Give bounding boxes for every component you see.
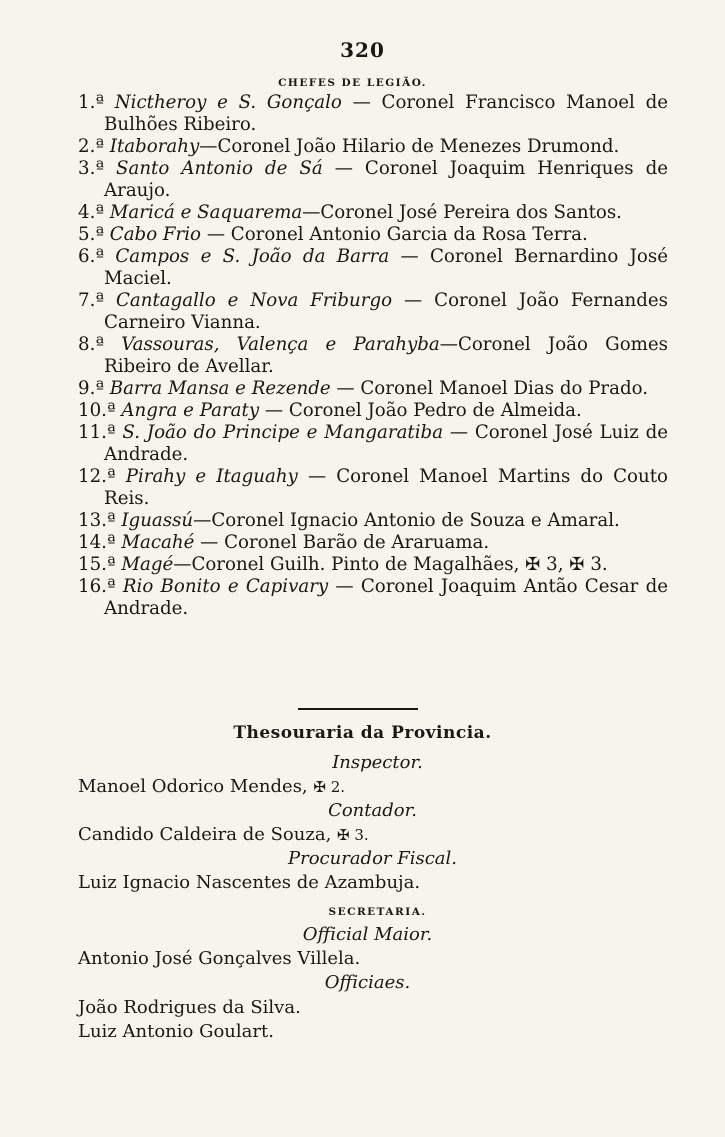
legion-commander: — Coronel Bernardino José Maciel. — [104, 246, 668, 289]
legion-commander: —Coronel José Pereira dos Santos. — [302, 202, 622, 223]
legion-number: 9.ª — [78, 378, 104, 399]
legion-place: Cabo Frio — [109, 224, 202, 245]
page-number: 320 — [340, 38, 385, 62]
legion-commander: — Coronel Joaquim Antão Cesar de Andrade. — [104, 576, 668, 619]
order-cross-icon: ✠ 3. — [337, 826, 369, 844]
legion-commander: — Coronel José Luiz de Andrade. — [104, 422, 668, 465]
legion-entry — [78, 246, 668, 290]
legion-entry — [78, 400, 668, 422]
legion-commander: —Coronel Guilh. Pinto de Magalhães, ✠ 3, ✠ 3. — [173, 554, 608, 575]
legion-place: Pirahy e Itaguahy — [125, 466, 298, 487]
legion-number: 4.ª — [78, 202, 104, 223]
legion-entry — [78, 532, 668, 554]
legion-commander: — Coronel Francisco Manoel de Bulhões Ribeiro. — [104, 92, 668, 135]
legion-place: Barra Mansa e Rezende — [109, 378, 331, 399]
contador-person — [78, 824, 369, 845]
legion-place: S. João do Principe e Mangaratiba — [122, 422, 444, 443]
legion-commander: —Coronel João Hilario de Menezes Drumond. — [199, 136, 620, 157]
legion-place: Itaborahy — [109, 136, 200, 157]
secretaria-heading: SECRETARIA. — [328, 906, 427, 918]
legion-entry — [78, 378, 668, 400]
officiaes-name: João Rodrigues da Silva. — [78, 997, 301, 1018]
legion-list — [78, 92, 668, 620]
legion-place: Santo Antonio de Sá — [116, 158, 323, 179]
inspector-person — [78, 776, 345, 797]
inspector-role: Inspector. — [332, 752, 423, 773]
legion-place: Iguassú — [121, 510, 194, 531]
legion-place: Vassouras, Valença e Parahyba — [121, 334, 440, 355]
legion-entry — [78, 290, 668, 334]
contador-role: Contador. — [328, 800, 417, 821]
legion-entry — [78, 466, 668, 510]
inspector-name: Manoel Odorico Mendes, — [78, 776, 308, 797]
legion-place: Maricá e Saquarema — [109, 202, 303, 223]
legion-number: 8.ª — [78, 334, 104, 355]
procurador-role: Procurador Fiscal. — [287, 848, 458, 869]
legion-commander: — Coronel João Pedro de Almeida. — [264, 400, 582, 421]
legion-commander: — Coronel Joaquim Henriques de Araujo. — [104, 158, 668, 201]
legion-entry — [78, 510, 668, 532]
legion-place: Rio Bonito e Capivary — [122, 576, 329, 597]
legion-number: 14.ª — [78, 532, 116, 553]
legion-commander: —Coronel Ignacio Antonio de Souza e Amaral. — [193, 510, 620, 531]
legion-number: 7.ª — [78, 290, 104, 311]
legion-place: Magé — [121, 554, 174, 575]
legion-entry — [78, 422, 668, 466]
treasury-title: Thesouraria da Provincia. — [233, 723, 492, 743]
legion-place: Angra e Paraty — [121, 400, 260, 421]
legion-number: 10.ª — [78, 400, 116, 421]
legion-number: 6.ª — [78, 246, 104, 267]
legion-commander: — Coronel Barão de Araruama. — [200, 532, 490, 553]
legion-number: 11.ª — [78, 422, 116, 443]
legion-number: 5.ª — [78, 224, 104, 245]
contador-name: Candido Caldeira de Souza, — [78, 824, 332, 845]
legion-commander: — Coronel Manoel Dias do Prado. — [336, 378, 649, 399]
legion-entry — [78, 136, 668, 158]
legion-place: Macahé — [121, 532, 195, 553]
section-divider — [298, 708, 418, 710]
legion-place: Nictheroy e S. Gonçalo — [114, 92, 342, 113]
legion-entry — [78, 92, 668, 136]
officiaes-name: Luiz Antonio Goulart. — [78, 1021, 274, 1042]
legion-commander: —Coronel João Gomes Ribeiro de Avellar. — [104, 334, 668, 377]
legion-place: Cantagallo e Nova Friburgo — [115, 290, 393, 311]
legion-entry — [78, 224, 668, 246]
legion-number: 16.ª — [78, 576, 116, 597]
order-cross-icon: ✠ 2. — [313, 778, 346, 796]
legion-commander: — Coronel Antonio Garcia da Rosa Terra. — [206, 224, 588, 245]
legion-chiefs-heading: CHEFES DE LEGIÃO. — [278, 77, 427, 89]
legion-number: 1.ª — [78, 92, 104, 113]
legion-entry — [78, 158, 668, 202]
legion-entry — [78, 576, 668, 620]
legion-entry — [78, 554, 668, 576]
legion-commander: — Coronel João Fernandes Carneiro Vianna. — [104, 290, 668, 333]
legion-commander: — Coronel Manoel Martins do Couto Reis. — [104, 466, 668, 509]
procurador-name: Luiz Ignacio Nascentes de Azambuja. — [78, 872, 421, 893]
legion-number: 12.ª — [78, 466, 116, 487]
legion-entry — [78, 334, 668, 378]
official-maior-role: Official Maior. — [302, 924, 433, 945]
official-maior-name: Antonio José Gonçalves Villela. — [78, 948, 361, 969]
legion-number: 3.ª — [78, 158, 104, 179]
legion-number: 15.ª — [78, 554, 116, 575]
legion-number: 2.ª — [78, 136, 104, 157]
officiaes-role: Officiaes. — [324, 972, 411, 993]
legion-number: 13.ª — [78, 510, 116, 531]
legion-entry — [78, 202, 668, 224]
legion-place: Campos e S. João da Barra — [115, 246, 390, 267]
